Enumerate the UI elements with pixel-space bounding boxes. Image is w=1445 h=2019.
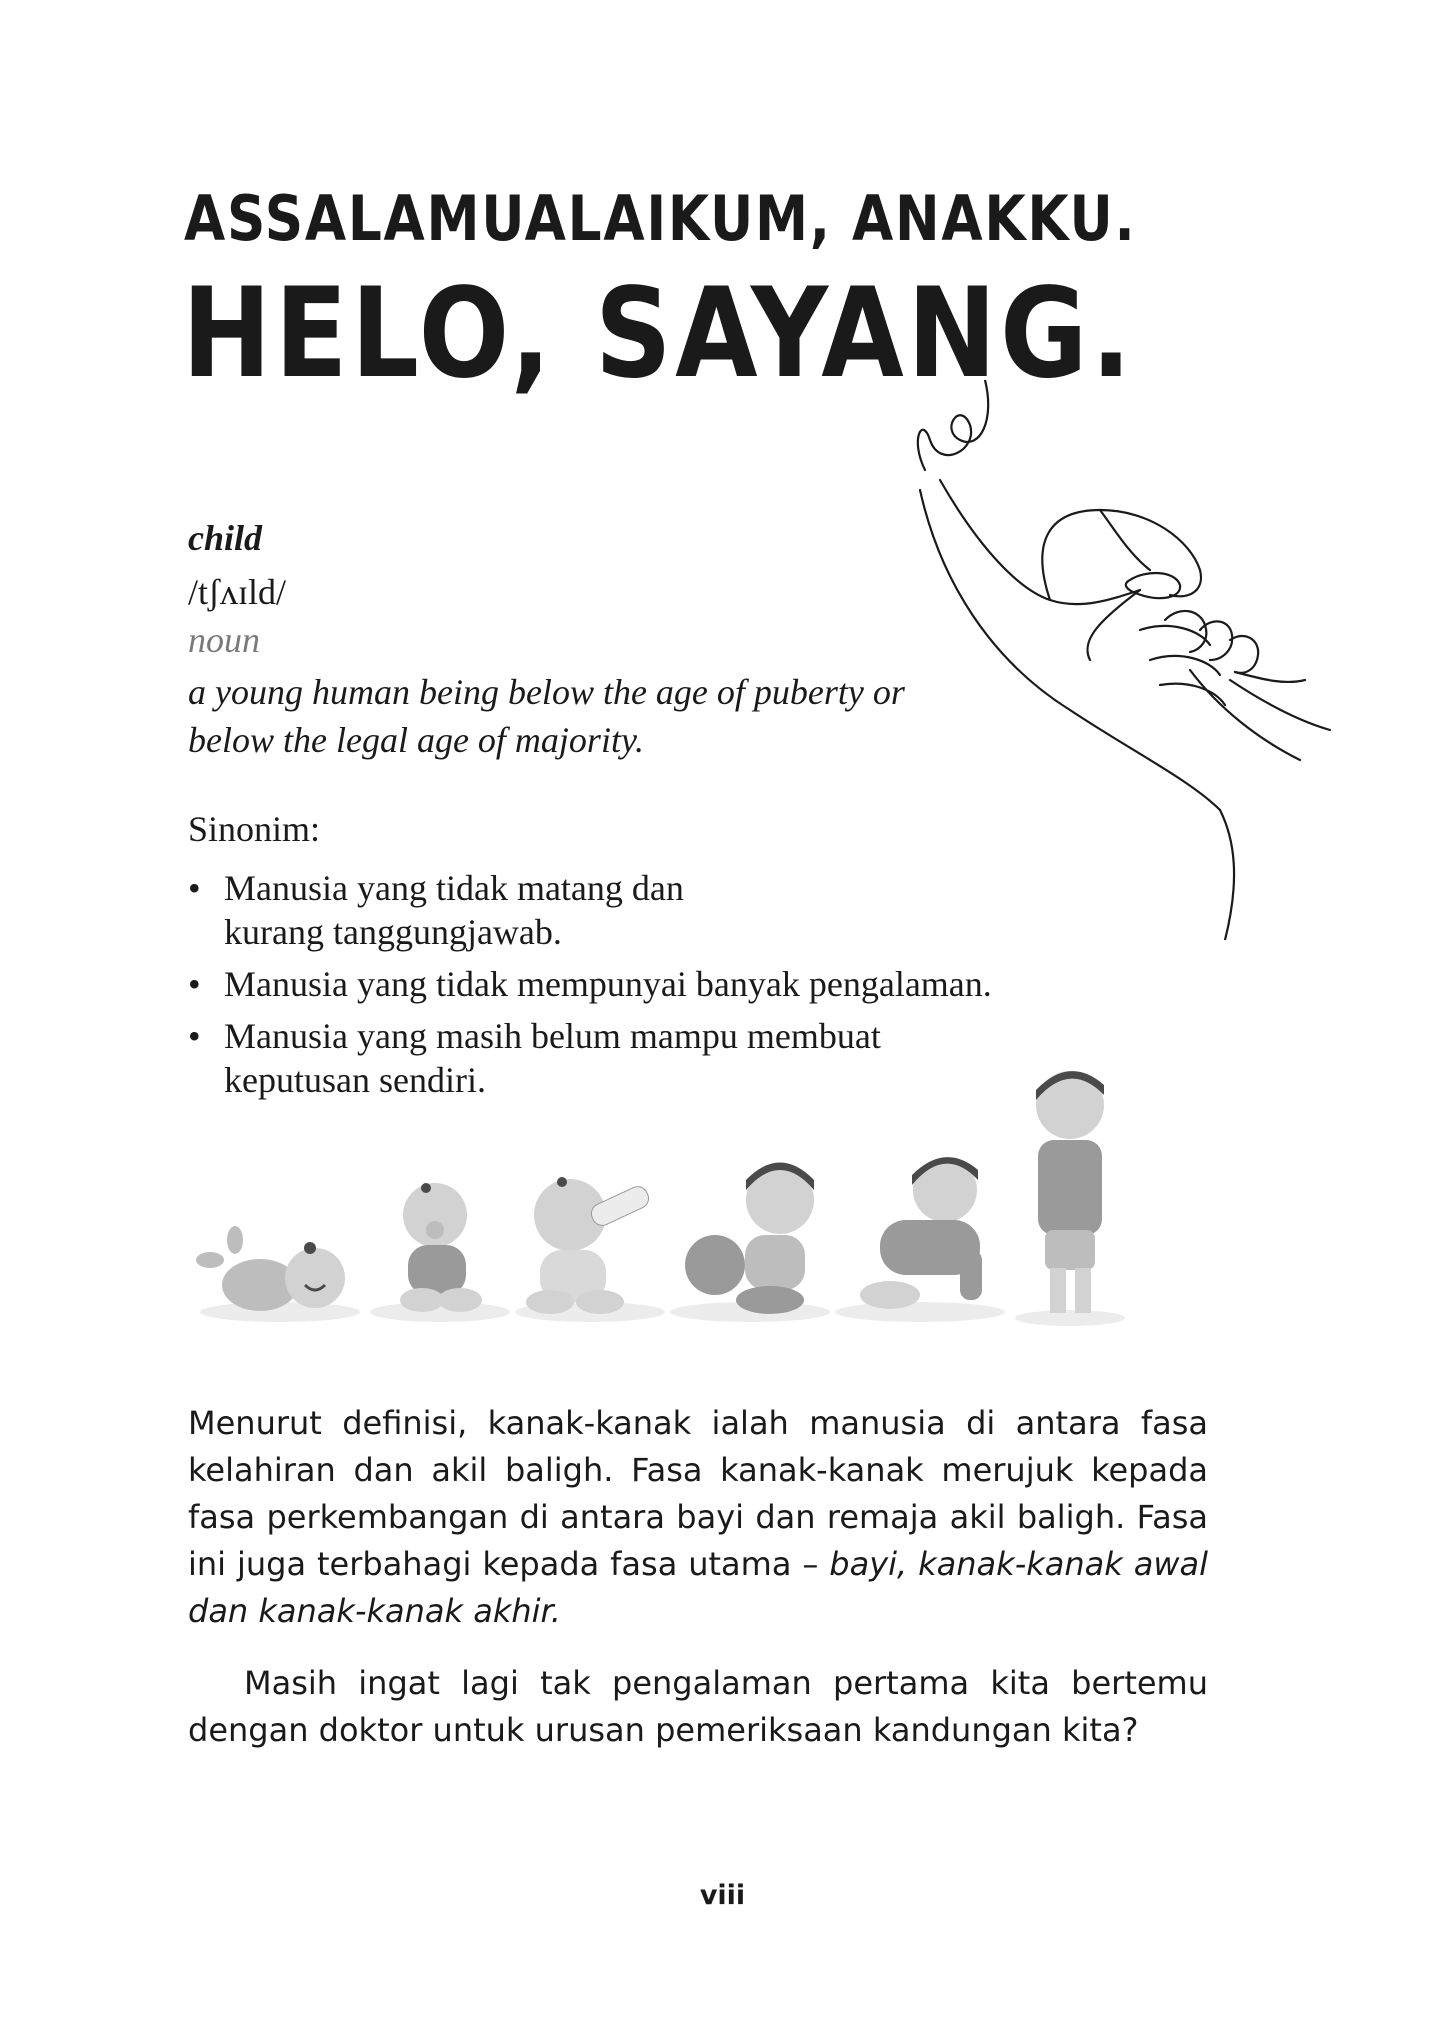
- bullet-icon: •: [188, 964, 201, 1004]
- stage-newborn: [196, 1226, 360, 1322]
- stage-bottle-baby: [515, 1177, 665, 1322]
- child-growth-illustration: [190, 1050, 1190, 1340]
- dictionary-part-of-speech: noun: [188, 620, 260, 660]
- stage-standing-child: [1015, 1071, 1125, 1326]
- dictionary-pronunciation: /tʃʌɪld/: [188, 572, 286, 612]
- body-paragraph-2: Masih ingat lagi tak pengalaman pertama kita bertemu dengan doktor untuk urusan pemeriksaan kandungan kita?: [188, 1664, 1208, 1749]
- title-main: HELO, SAYANG.: [182, 262, 1135, 406]
- synonym-text: Manusia yang masih belum mampu membuat keputusan sendiri.: [224, 1016, 881, 1100]
- synonym-item: [188, 962, 1088, 1006]
- synonym-item: [188, 866, 764, 954]
- body-paragraph-1: [188, 1400, 1208, 1635]
- bullet-icon: •: [188, 868, 201, 908]
- synonym-text: Manusia yang tidak mempunyai banyak pengalaman.: [224, 964, 992, 1004]
- bullet-icon: •: [188, 1016, 201, 1056]
- stage-sitting-baby: [370, 1183, 510, 1322]
- title-greeting: ASSALAMUALAIKUM, ANAKKU.: [184, 182, 1137, 255]
- stage-toddler-ball: [670, 1163, 830, 1323]
- body-paragraph-1-text: Menurut definisi, kanak-kanak ialah manusia di antara fasa kelahiran dan akil baligh. Fasa kanak-kanak merujuk kepada fasa perkembangan di antara bayi dan remaja akil baligh. Fasa ini juga terbahagi kepada fasa utama –: [188, 1404, 1208, 1583]
- page-number: viii: [699, 1880, 746, 1911]
- dictionary-word: child: [188, 518, 263, 558]
- dictionary-entry: [188, 510, 988, 764]
- synonym-text: Manusia yang tidak matang dan kurang tanggungjawab.: [224, 868, 684, 952]
- synonym-label: Sinonim:: [188, 809, 321, 849]
- stage-crawling-child: [835, 1157, 1005, 1322]
- dictionary-definition: a young human being below the age of puberty or below the legal age of majority.: [188, 672, 905, 760]
- body-paragraph-1-italic: bayi, kanak-kanak awal dan kanak-kanak akhir.: [188, 1545, 1209, 1630]
